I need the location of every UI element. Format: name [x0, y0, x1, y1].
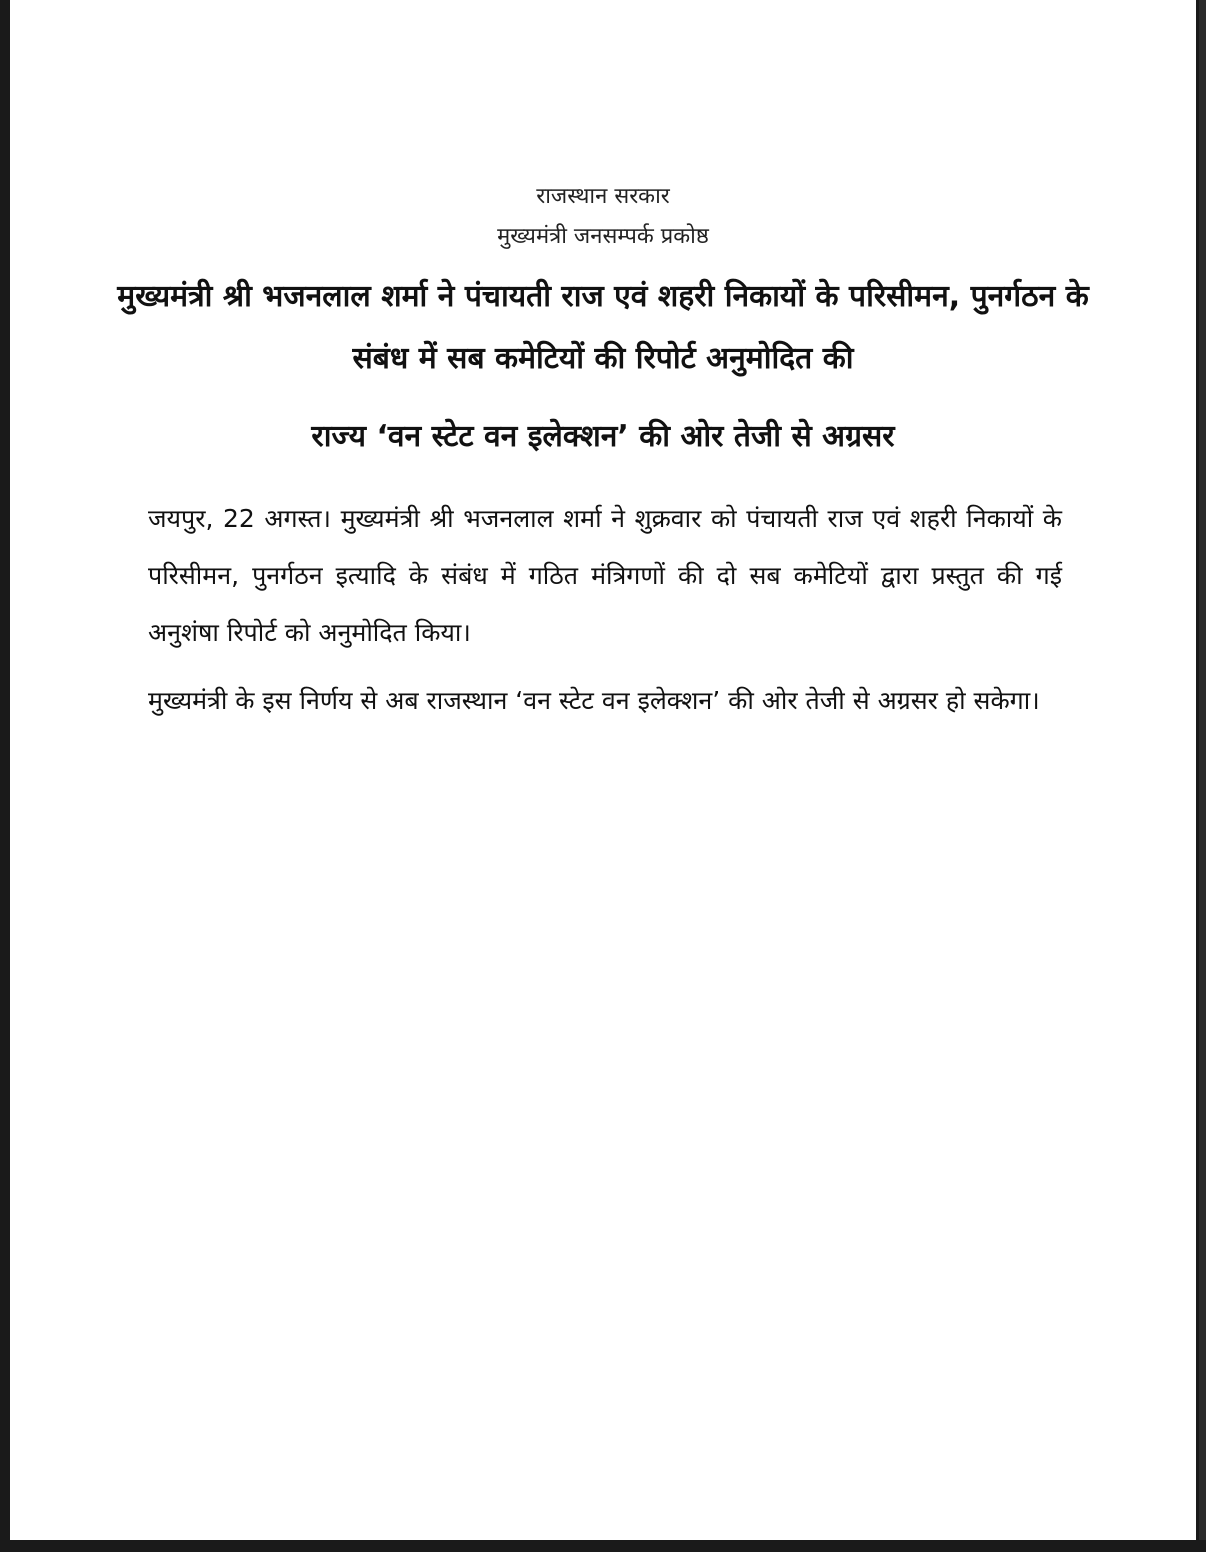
headline: मुख्यमंत्री श्री भजनलाल शर्मा ने पंचायती राज एवं शहरी निकायों के परिसीमन, पुनर्गठन के संबंध में सब कमेटियों की रिपोर्ट अनुमोदित की	[117, 279, 1089, 376]
body-paragraph: जयपुर, 22 अगस्त। मुख्यमंत्री श्री भजनलाल शर्मा ने शुक्रवार को पंचायती राज एवं शहरी निकायों के परिसीमन, पुनर्गठन इत्यादि के संबंध में गठित मंत्रिगणों की दो सब कमेटियों द्वारा प्रस्तुत की गई अनुशंषा रिपोर्ट को अनुमोदित किया।	[148, 504, 1062, 647]
viewer-border-right	[1196, 0, 1199, 1552]
body-paragraph: मुख्यमंत्री के इस निर्णय से अब राजस्थान ‘वन स्टेट वन इलेक्शन’ की ओर तेजी से अग्रसर हो सकेगा।	[148, 686, 1040, 715]
subheadline: राज्य ‘वन स्टेट वन इलेक्शन’ की ओर तेजी से अग्रसर	[311, 419, 895, 454]
viewer-border-bottom	[0, 1540, 1206, 1552]
viewer-border-left	[0, 0, 10, 1552]
department-name: मुख्यमंत्री जनसम्पर्क प्रकोष्ठ	[497, 224, 709, 249]
organization-name: राजस्थान सरकार	[536, 184, 670, 209]
document-page	[10, 0, 1196, 1540]
